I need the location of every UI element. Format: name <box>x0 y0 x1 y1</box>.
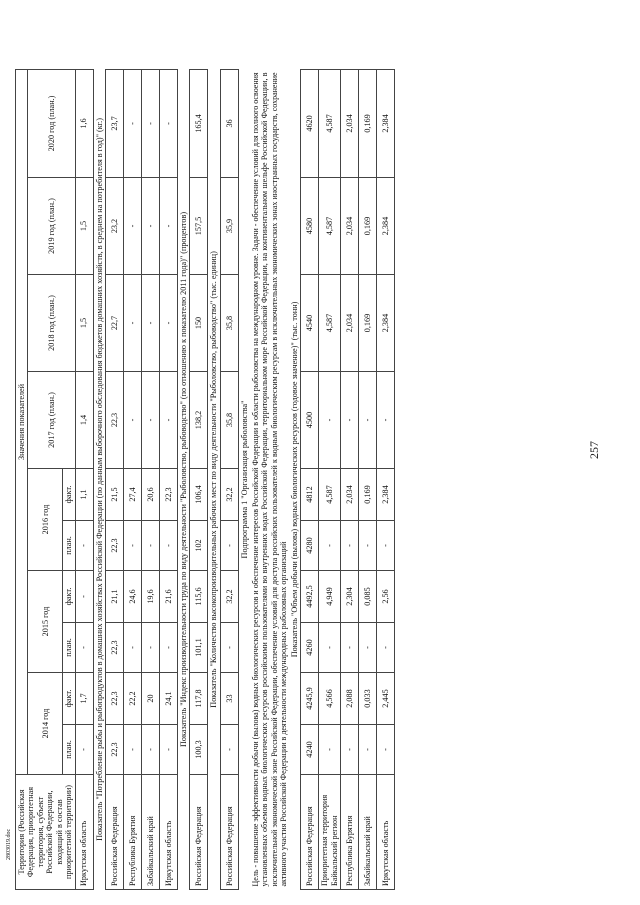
plan-header: план. <box>63 623 75 673</box>
table-row <box>220 69 238 889</box>
value-cell: 1,5 <box>75 275 93 372</box>
value-cell: 4,587 <box>319 469 341 521</box>
fact-header: факт. <box>63 571 75 623</box>
value-cell: 2,384 <box>377 275 395 372</box>
value-cell: - <box>220 725 238 775</box>
value-cell: 27,4 <box>123 469 141 521</box>
value-cell: 106,4 <box>190 469 208 521</box>
territory-column-header: Территория (Российская Федерация, приоритетная территория, субъект Российской Федерации, входящий в состав приоритетной территории) <box>16 775 76 890</box>
value-cell: 22,3 <box>105 725 123 775</box>
value-cell: - <box>341 725 359 775</box>
plan-header: план. <box>63 725 75 775</box>
table-row <box>105 69 123 889</box>
value-cell: - <box>359 623 377 673</box>
year-2018-header: 2018 год (план.) <box>28 275 75 372</box>
year-2016-header: 2016 год <box>28 469 63 571</box>
value-cell: - <box>123 372 141 469</box>
value-cell: - <box>319 521 341 571</box>
goal-row <box>250 69 289 889</box>
fact-header: факт. <box>63 469 75 521</box>
value-cell: - <box>359 521 377 571</box>
value-cell: 102 <box>190 521 208 571</box>
value-cell: - <box>359 372 377 469</box>
indicator-row <box>208 69 220 889</box>
value-cell: 4580 <box>301 178 319 275</box>
value-cell: - <box>341 372 359 469</box>
value-cell: - <box>123 725 141 775</box>
value-cell: - <box>377 372 395 469</box>
indicator-title: Показатель "Индекс производительности труда по виду деятельности "Рыболовство, рыбоводство" (по отношению к показателю 2011 года)" (процентов) <box>178 211 188 747</box>
value-cell: 36 <box>220 69 238 177</box>
value-cell: 4492,5 <box>301 571 319 623</box>
value-cell: 20 <box>141 673 159 725</box>
value-cell: 4,587 <box>319 178 341 275</box>
value-cell: 4812 <box>301 469 319 521</box>
value-cell: - <box>377 623 395 673</box>
value-cell: 2,445 <box>377 673 395 725</box>
value-cell: - <box>159 372 177 469</box>
value-cell: 22,3 <box>105 623 123 673</box>
year-2017-header: 2017 год (план.) <box>28 372 75 469</box>
table-row <box>341 69 359 889</box>
value-cell: 2,034 <box>341 69 359 177</box>
value-cell: 2,304 <box>341 571 359 623</box>
value-cell: 4245,9 <box>301 673 319 725</box>
value-cell: - <box>75 521 93 571</box>
table-row <box>141 69 159 889</box>
value-cell: - <box>75 571 93 623</box>
value-cell: 150 <box>190 275 208 372</box>
value-cell: 2,384 <box>377 469 395 521</box>
value-cell: 4,566 <box>319 673 341 725</box>
value-cell: - <box>123 275 141 372</box>
value-cell: - <box>159 275 177 372</box>
value-cell: - <box>319 623 341 673</box>
value-cell: - <box>319 725 341 775</box>
indicator-row <box>289 69 301 889</box>
value-cell: 2,384 <box>377 178 395 275</box>
value-cell: - <box>220 623 238 673</box>
value-cell: 21,5 <box>105 469 123 521</box>
value-cell: - <box>141 372 159 469</box>
value-cell: 32,2 <box>220 571 238 623</box>
value-cell: 4,587 <box>319 275 341 372</box>
indicator-row <box>238 69 250 889</box>
value-cell: 20,6 <box>141 469 159 521</box>
value-cell: 4,949 <box>319 571 341 623</box>
value-cell: 32,2 <box>220 469 238 521</box>
value-cell: 23,2 <box>105 178 123 275</box>
year-2019-header: 2019 год (план.) <box>28 178 75 275</box>
value-cell: 21,1 <box>105 571 123 623</box>
value-cell: - <box>141 275 159 372</box>
value-cell: 4500 <box>301 372 319 469</box>
values-title: Значения показателей <box>16 69 28 774</box>
value-cell: 21,6 <box>159 571 177 623</box>
value-cell: 2,034 <box>341 469 359 521</box>
value-cell: - <box>141 725 159 775</box>
year-2014-header: 2014 год <box>28 673 63 775</box>
territory-name: Республика Бурятия <box>341 775 359 890</box>
value-cell: 157,5 <box>190 178 208 275</box>
value-cell: - <box>123 178 141 275</box>
value-cell: - <box>141 178 159 275</box>
value-cell: 0,169 <box>359 469 377 521</box>
value-cell: 4540 <box>301 275 319 372</box>
table-row <box>75 69 93 889</box>
rotated-table-page <box>15 5 625 890</box>
value-cell: 22,3 <box>159 469 177 521</box>
table-body <box>75 69 395 889</box>
indicator-title: Подпрограмма 1 "Организация рыболовства" <box>239 400 249 559</box>
year-2020-header: 2020 год (план.) <box>28 69 75 177</box>
value-cell: - <box>123 69 141 177</box>
value-cell: - <box>341 623 359 673</box>
value-cell: 0,085 <box>359 571 377 623</box>
value-cell: 1,1 <box>75 469 93 521</box>
value-cell: 35,9 <box>220 178 238 275</box>
territory-name: Забайкальский край <box>141 775 159 890</box>
value-cell: - <box>75 725 93 775</box>
table-row <box>190 69 208 889</box>
value-cell: - <box>359 725 377 775</box>
value-cell: 4,587 <box>319 69 341 177</box>
value-cell: 1,4 <box>75 372 93 469</box>
value-cell: 4240 <box>301 725 319 775</box>
value-cell: - <box>159 623 177 673</box>
value-cell: 22,7 <box>105 275 123 372</box>
value-cell: 22,2 <box>123 673 141 725</box>
territory-name: Иркутская область <box>75 775 93 890</box>
table-row <box>301 69 319 889</box>
territory-name: Забайкальский край <box>359 775 377 890</box>
value-cell: 19,6 <box>141 571 159 623</box>
value-cell: 0,169 <box>359 275 377 372</box>
goal-text: Цель - повышение эффективности добычи (вылова) водных биологических ресурсов и обеспечение интересов Российской Федерации в области рыболовства на международном уровне. Задачи - обеспечение условий для полного освоения установленных объемов водных биологических ресурсов российскими пользователями во внутренних водах Российской Федерации, территориальном море Российской Федерации, на континентальном шельфе Российской Федерации, в исключительной экономической зоне Российской Федерации, обеспечение условий для доступа российских пользователей к водным биологическим ресурсам в исключительных экономических зонах иностранных государств, сохранение активного участия Российской Федерации в деятельности международных рыболовных организаций <box>251 72 288 887</box>
value-cell: 4280 <box>301 521 319 571</box>
value-cell: 22,3 <box>105 372 123 469</box>
value-cell: - <box>220 521 238 571</box>
value-cell: - <box>141 69 159 177</box>
territory-name: Иркутская область <box>159 775 177 890</box>
value-cell: 165,4 <box>190 69 208 177</box>
value-cell: 115,6 <box>190 571 208 623</box>
value-cell: - <box>123 521 141 571</box>
value-cell: - <box>159 69 177 177</box>
value-cell: - <box>141 521 159 571</box>
footer-stamp: 2803019.doc <box>6 828 12 860</box>
value-cell: 2,088 <box>341 673 359 725</box>
value-cell: 4260 <box>301 623 319 673</box>
fact-header: факт. <box>63 673 75 725</box>
value-cell: 1,6 <box>75 69 93 177</box>
indicator-row <box>93 69 105 889</box>
value-cell: 35,8 <box>220 372 238 469</box>
value-cell: - <box>377 725 395 775</box>
value-cell: 100,3 <box>190 725 208 775</box>
value-cell: 1,7 <box>75 673 93 725</box>
table-row <box>359 69 377 889</box>
value-cell: 23,7 <box>105 69 123 177</box>
value-cell: 1,5 <box>75 178 93 275</box>
value-cell: 2,56 <box>377 571 395 623</box>
territory-name: Республика Бурятия <box>123 775 141 890</box>
value-cell: 0,169 <box>359 178 377 275</box>
indicators-table <box>15 69 395 890</box>
indicator-title: Показатель "Потребление рыбы и рыбопродуктов в домашних хозяйствах Российской Федерации (по данным выборочного обследования бюджетов домашних хозяйств, в среднем на потребителя в год)" (кг.) <box>94 118 104 841</box>
value-cell: - <box>159 521 177 571</box>
table-row <box>319 69 341 889</box>
indicator-title: Показатель "Количество высокопроизводительных рабочих мест по виду деятельности "Рыболовство, рыбоводство" (тыс. единиц) <box>209 251 219 708</box>
value-cell: - <box>319 372 341 469</box>
value-cell: - <box>141 623 159 673</box>
value-cell: 2,034 <box>341 275 359 372</box>
table-row <box>123 69 141 889</box>
indicator-title: Показатель "Объем добычи (вылова) водных биологических ресурсов (годовое значение)" (тыс. тонн) <box>289 301 299 658</box>
value-cell: - <box>159 725 177 775</box>
page-number: 257 <box>587 441 601 459</box>
table-row <box>159 69 177 889</box>
year-2015-header: 2015 год <box>28 571 63 673</box>
value-cell: 2,384 <box>377 69 395 177</box>
value-cell: 35,8 <box>220 275 238 372</box>
table-row <box>377 69 395 889</box>
indicator-row <box>177 69 189 889</box>
value-cell: - <box>123 623 141 673</box>
value-cell: 22,3 <box>105 673 123 725</box>
value-cell: 22,3 <box>105 521 123 571</box>
plan-header: план. <box>63 521 75 571</box>
value-cell: 0,033 <box>359 673 377 725</box>
value-cell: 4620 <box>301 69 319 177</box>
value-cell: 33 <box>220 673 238 725</box>
territory-name: Российская Федерация <box>220 775 238 890</box>
value-cell: 24,1 <box>159 673 177 725</box>
value-cell: - <box>159 178 177 275</box>
value-cell: 2,034 <box>341 178 359 275</box>
value-cell: - <box>75 623 93 673</box>
value-cell: - <box>377 521 395 571</box>
territory-name: Российская Федерация <box>301 775 319 890</box>
territory-name: Российская Федерация <box>105 775 123 890</box>
value-cell: 24,6 <box>123 571 141 623</box>
territory-name: Иркутская область <box>377 775 395 890</box>
value-cell: 138,2 <box>190 372 208 469</box>
territory-name: Российская Федерация <box>190 775 208 890</box>
value-cell: 117,8 <box>190 673 208 725</box>
value-cell: - <box>341 521 359 571</box>
territory-name: Приоритетная территория Байкальский регион <box>319 775 341 890</box>
value-cell: 0,169 <box>359 69 377 177</box>
value-cell: 101,1 <box>190 623 208 673</box>
